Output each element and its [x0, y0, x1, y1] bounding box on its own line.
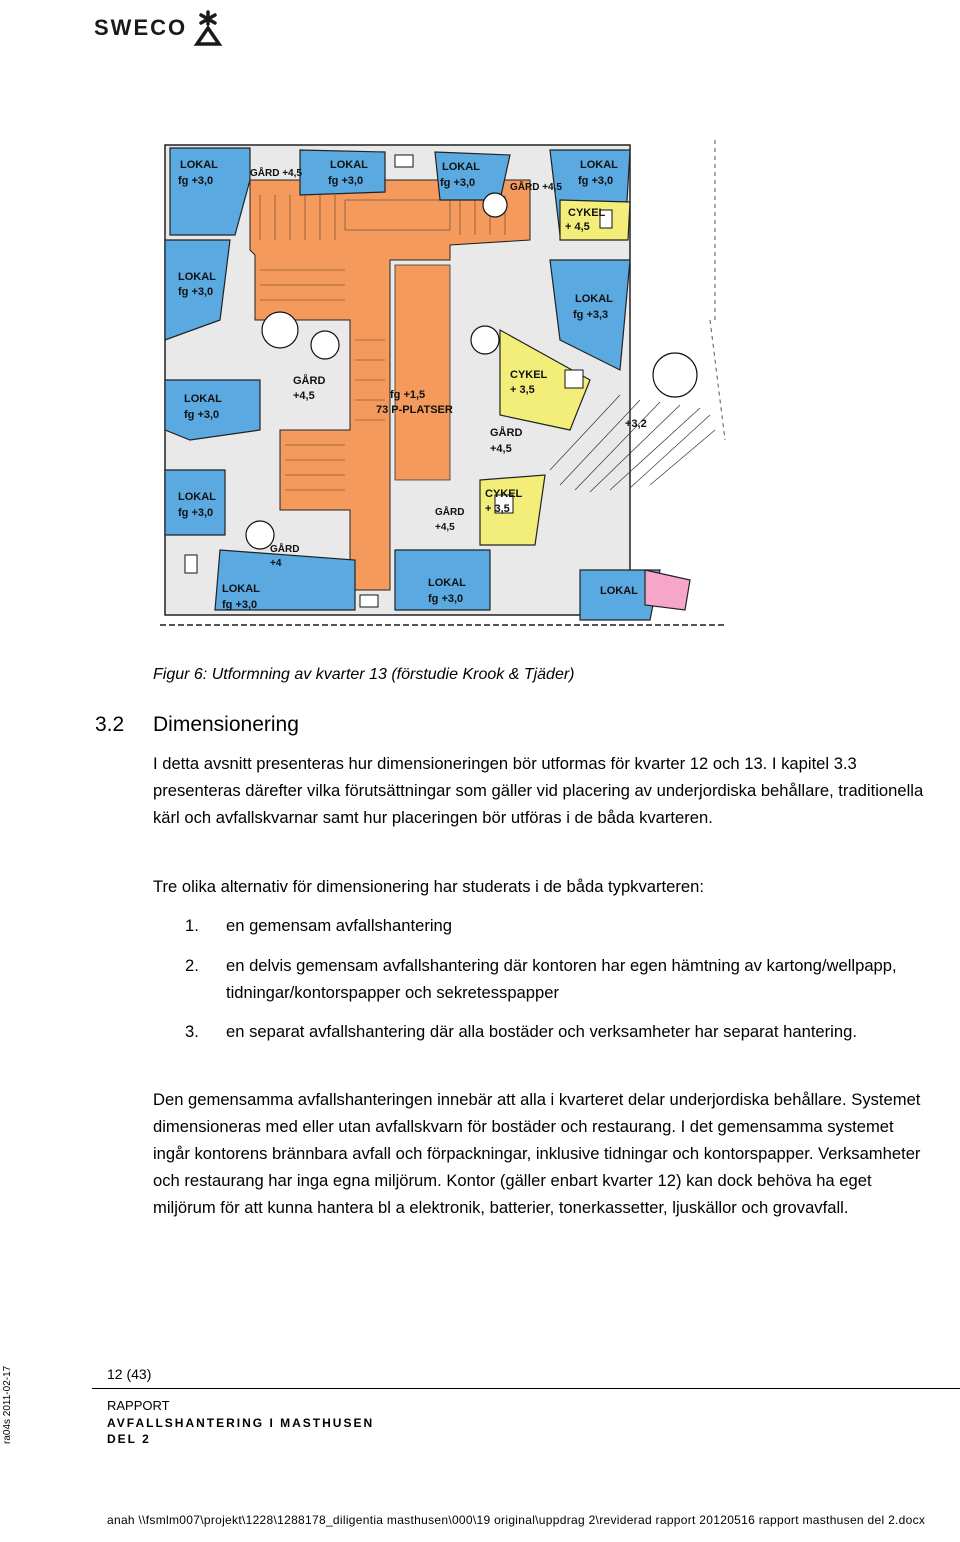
svg-text:fg +3,0: fg +3,0 — [184, 409, 220, 421]
section-heading — [95, 713, 299, 737]
svg-text:+4: +4 — [270, 558, 282, 569]
svg-text:fg +3,0: fg +3,0 — [178, 175, 214, 187]
svg-text:LOKAL: LOKAL — [575, 293, 613, 305]
svg-text:+ 3,5: + 3,5 — [485, 503, 510, 515]
site-plan-figure — [150, 140, 730, 655]
svg-text:CYKEL: CYKEL — [485, 488, 523, 500]
section-title: Dimensionering — [153, 713, 299, 736]
list-number: 3. — [185, 1022, 199, 1041]
svg-text:+ 4,5: + 4,5 — [565, 221, 590, 233]
list-item — [185, 1018, 925, 1045]
svg-text:CYKEL: CYKEL — [568, 207, 606, 219]
list-number: 2. — [185, 956, 199, 975]
svg-text:LOKAL: LOKAL — [428, 577, 466, 589]
list-item — [185, 912, 925, 939]
svg-text:LOKAL: LOKAL — [442, 161, 480, 173]
svg-text:CYKEL: CYKEL — [510, 369, 548, 381]
svg-text:fg +3,0: fg +3,0 — [178, 507, 214, 519]
paragraph-alternatives: Tre olika alternativ för dimensionering har studerats i de båda typkvarteren: — [153, 877, 704, 896]
svg-text:+4,5: +4,5 — [293, 390, 315, 402]
document-type: RAPPORT — [107, 1398, 170, 1413]
logo-text: SWECO — [94, 15, 188, 40]
svg-text:+4,5: +4,5 — [435, 522, 455, 533]
svg-text:GÅRD +4,5: GÅRD +4,5 — [510, 182, 562, 193]
svg-text:LOKAL: LOKAL — [184, 393, 222, 405]
svg-text:GÅRD: GÅRD — [435, 507, 465, 518]
svg-text:fg +3,3: fg +3,3 — [573, 309, 609, 321]
list-text: en separat avfallshantering där alla bostäder och verksamheter har separat hantering. — [226, 1022, 857, 1041]
svg-text:GÅRD: GÅRD — [270, 544, 300, 555]
svg-text:fg +1,5: fg +1,5 — [390, 389, 426, 401]
svg-text:fg +3,0: fg +3,0 — [428, 593, 464, 605]
svg-text:LOKAL: LOKAL — [222, 583, 260, 595]
svg-text:LOKAL: LOKAL — [580, 159, 618, 171]
svg-text:+ 3,5: + 3,5 — [510, 384, 535, 396]
file-path: anah \\fsmlm007\projekt\1228\1288178_diligentia masthusen\000\19 original\uppdrag 2\reviderad rapport 20120516 rapport masthusen del 2.docx — [107, 1513, 926, 1527]
document-title: AVFALLSHANTERING I MASTHUSEN — [107, 1416, 375, 1430]
sweco-logo-icon — [191, 10, 225, 46]
section-number: 3.2 — [95, 713, 125, 736]
template-code: ra04s 2011-02-17 — [2, 1365, 13, 1444]
svg-text:GÅRD +4,5: GÅRD +4,5 — [250, 168, 302, 179]
svg-text:LOKAL: LOKAL — [600, 585, 638, 597]
svg-text:LOKAL: LOKAL — [180, 159, 218, 171]
paragraph-shared-system: Den gemensamma avfallshanteringen innebär att alla i kvarteret delar underjordiska behållare. Systemet dimensioneras med eller utan avfallskvarn för bostäder och restaurang. I det gemensamma systemet ingår kontorens brännbara avfall och förpackningar, inklusive tidningar och kontorspapper. Verksamheter och restaurang har inga egna miljörum. Kontor (gäller enbart kvarter 12) kan dock behöva ha eget miljörum för att kunna hantera bl a elektronik, batterier, tonerkassetter, ljuskällor och grovavfall. — [153, 1090, 921, 1217]
svg-text:fg +3,0: fg +3,0 — [222, 599, 258, 611]
svg-text:GÅRD: GÅRD — [293, 375, 326, 387]
svg-text:fg +3,0: fg +3,0 — [578, 175, 614, 187]
svg-text:fg +3,0: fg +3,0 — [178, 286, 214, 298]
list-item — [185, 952, 925, 1006]
svg-text:+4,5: +4,5 — [490, 443, 512, 455]
svg-text:LOKAL: LOKAL — [178, 491, 216, 503]
svg-text:fg +3,0: fg +3,0 — [440, 177, 476, 189]
svg-text:+3,2: +3,2 — [625, 418, 647, 430]
sweco-logo — [94, 8, 225, 48]
page-number: 12 (43) — [107, 1366, 152, 1382]
svg-text:GÅRD: GÅRD — [490, 427, 523, 439]
svg-text:73 P-PLATSER: 73 P-PLATSER — [376, 404, 453, 416]
list-text: en delvis gemensam avfallshantering där kontoren har egen hämtning av kartong/wellpapp, tidningar/kontorspapper och sekretesspapper — [226, 956, 897, 1002]
svg-text:LOKAL: LOKAL — [178, 271, 216, 283]
figure-caption: Figur 6: Utformning av kvarter 13 (förstudie Krook & Tjäder) — [153, 666, 575, 683]
svg-text:LOKAL: LOKAL — [330, 159, 368, 171]
list-text: en gemensam avfallshantering — [226, 916, 452, 935]
document-part: DEL 2 — [107, 1432, 151, 1446]
paragraph-intro: I detta avsnitt presenteras hur dimensioneringen bör utformas för kvarter 12 och 13. I kapitel 3.3 presenteras därefter vilka förutsättningar som gäller vid placering av underjordiska behållare, traditionella kärl och avfallskvarnar samt hur placeringen bör utföras i de båda kvarteren. — [153, 754, 924, 827]
svg-text:fg +3,0: fg +3,0 — [328, 175, 364, 187]
footer-divider — [92, 1388, 960, 1389]
list-number: 1. — [185, 916, 199, 935]
